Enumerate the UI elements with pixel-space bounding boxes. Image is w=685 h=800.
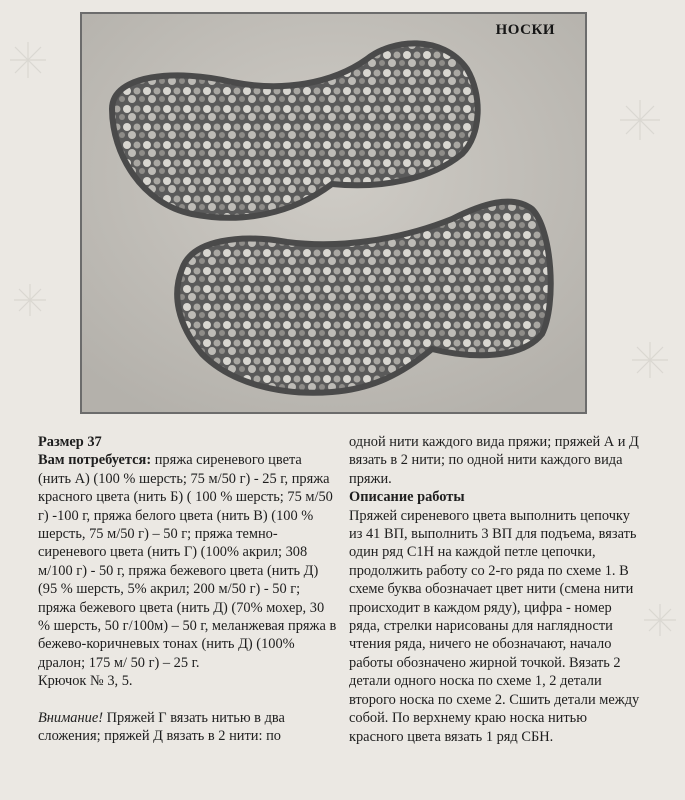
description-body: Пряжей сиреневого цвета выполнить цепочку из 41 ВП, выполнить 3 ВП для подъема, вязать один ряд С1Н на каждой петле цепочки, продолжить работу со 2-го ряда по схеме 1. В схеме буква обозначает цвет нити (смена нити происходит в каждом ряду), цифра - номер ряда, стрелки нарисованы для наглядности чтения ряда, ничего не обозначают, начало работы обозначено жирной точкой. Вязать 2 детали одного носка по схеме 1, 2 детали второго носка по схеме 2. Сшить детали между собой. По верхнему краю носка нитью красного цвета вязать 1 ряд СБН. <box>349 507 640 745</box>
size-label: Размер 37 <box>38 434 102 450</box>
socks-photo <box>80 12 587 414</box>
attention-text: Пряжей Г вязать нитью в два сложения; пряжей Д вязать в 2 нити: по <box>38 709 285 745</box>
instructions-column <box>349 433 645 746</box>
attention-continuation: одной нити каждого вида пряжи; пряжей А и Д вязать в 2 нити; по одной нити каждого вида пряжи. <box>349 434 639 487</box>
materials-paragraph <box>38 451 338 672</box>
needs-label: Вам потребуется: <box>38 452 152 469</box>
hook-size: Крючок № 3, 5. <box>38 673 133 690</box>
attention-paragraph <box>38 709 338 746</box>
needs-text: пряжа сиреневого цвета (нить А) (100 % шерсть; 75 м/50 г) - 25 г, пряжа красного цвета (нить Б) ( 100 % шерсть; 75 м/50 г) -100 г, пряжа белого цвета (нить В) (100 % шерсть, 75 м/50 г) – 50 г; пряжа темно-сиреневого цвета (нить Г) (100% акрил; 308 м/100 г) - 50 г, пряжа бежевого цвета (нить Д) (95 % шерсть, 5% акрил; 200 м/50 г) - 50 г; пряжа бежевого цвета (нить Д) (70% мохер, 30 % шерсть, 50 г/100м) – 50 г, меланжевая пряжа в бежево-коричневых тонах (нить Д) (100% дралон; 175 м/ 50 г) – 25 г. <box>38 452 337 671</box>
description-heading: Описание работы <box>349 489 465 506</box>
photo-title: НОСКИ <box>495 22 555 38</box>
attention-label: Внимание! <box>38 709 104 726</box>
materials-column <box>38 433 338 746</box>
